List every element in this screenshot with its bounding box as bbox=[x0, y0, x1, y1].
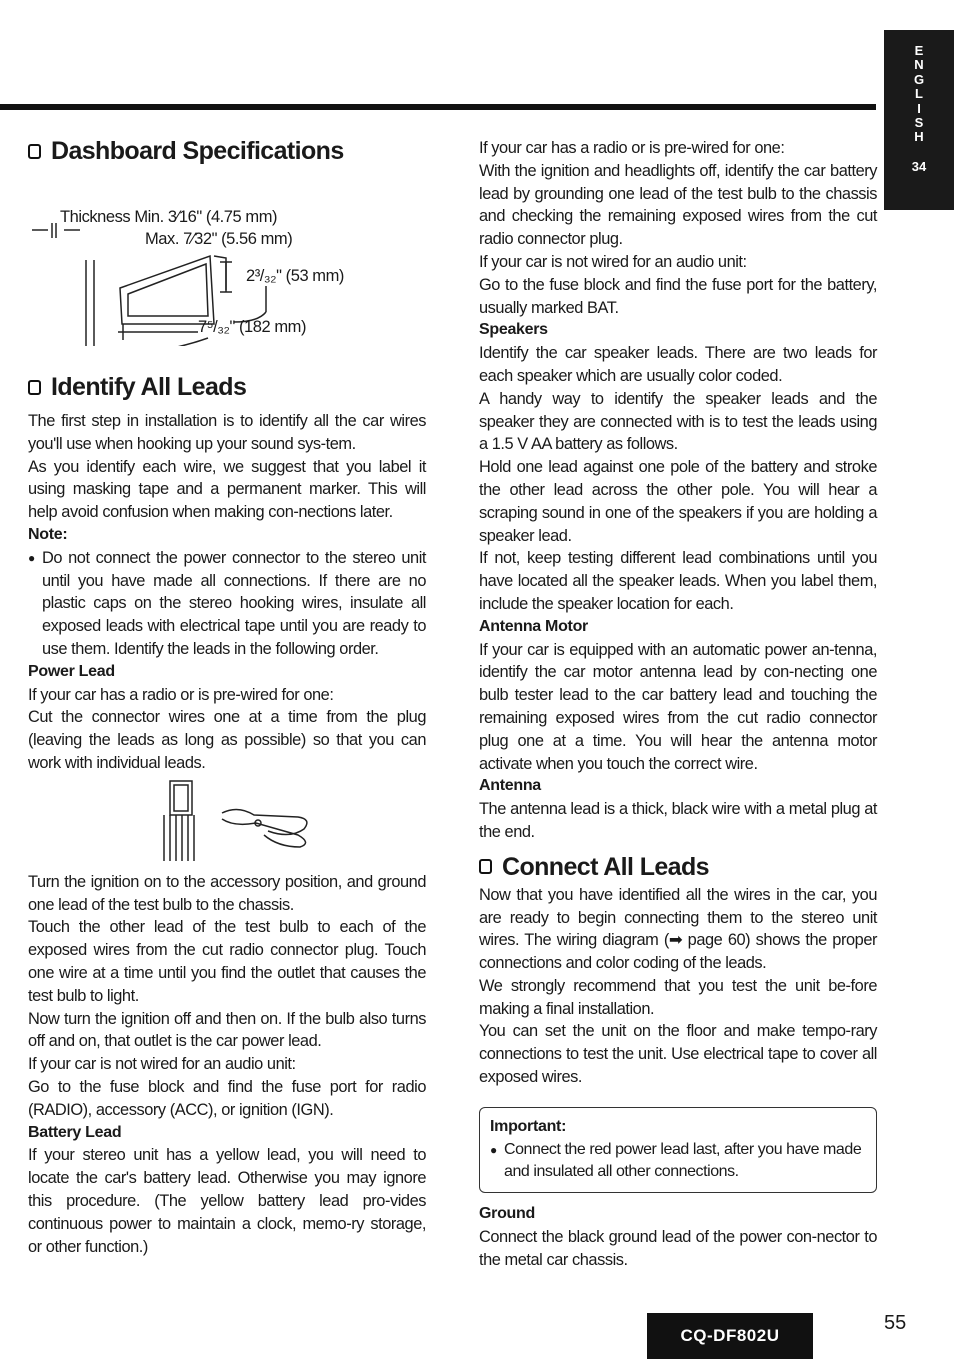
note-bullet bbox=[28, 547, 426, 661]
language-tab-letter: L bbox=[915, 86, 923, 102]
paragraph: Go to the fuse block and find the fuse port for radio (RADIO), accessory (ACC), or ignition (IGN). bbox=[28, 1077, 426, 1119]
language-tab-letter: N bbox=[914, 57, 924, 73]
thickness-min: Min. 3⁄16" (4.75 mm) bbox=[134, 208, 278, 226]
important-box bbox=[479, 1107, 877, 1193]
paragraph: Cut the connector wires one at a time from the plug (leaving the leads as long as possible) so that you can work with individual leads. bbox=[28, 708, 426, 772]
opening-width: 7⁵/₃₂" (182 mm) bbox=[198, 318, 307, 336]
model-badge: CQ-DF802U bbox=[647, 1313, 813, 1359]
page-number: 55 bbox=[884, 1312, 907, 1334]
paragraph: If your stereo unit has a yellow lead, you will need to locate the car's battery lead. Otherwise you may ignore this procedure. (The yellow battery lead pro-vides continuous power to maintain a clock, memo-ry storage, or other function.) bbox=[28, 1146, 426, 1256]
dashboard-title: Dashboard Specifications bbox=[51, 137, 344, 165]
right-column bbox=[479, 137, 877, 1272]
checkbox-icon bbox=[479, 859, 492, 874]
antenna-motor-label: Antenna Motor bbox=[479, 617, 588, 635]
battery-lead-label: Battery Lead bbox=[28, 1123, 122, 1141]
paragraph: Touch the other lead of the test bulb to each of the exposed wires from the cut radio connector plug. Touch one wire at a time until you find the outlet that causes the test bulb to light. bbox=[28, 918, 426, 1005]
paragraph: With the ignition and headlights off, identify the car battery lead by grounding one lead of the test bulb to the chassis and checking the remaining exposed wires from the cut radio connector plug. bbox=[479, 161, 877, 249]
paragraph: If not, keep testing different lead combinations until you have located all the speaker leads. When you label them, include the speaker location for each. bbox=[479, 549, 877, 613]
important-label: Important: bbox=[490, 1117, 567, 1135]
language-tab bbox=[884, 30, 954, 210]
note-text: Do not connect the power connector to the stereo unit until you have made all connections. If there are no plastic caps on the stereo hooking wires, insulate all exposed leads with electrical tape until you are ready to use them. Identify the leads in the following order. bbox=[42, 548, 426, 658]
paragraph: Go to the fuse block and find the fuse port for the battery, usually marked BAT. bbox=[479, 275, 877, 317]
dashboard-diagram bbox=[28, 166, 426, 346]
language-tab-letters bbox=[884, 44, 954, 145]
language-tab-letter: E bbox=[914, 43, 924, 58]
note-label: Note: bbox=[28, 525, 68, 543]
paragraph: Identify the car speaker leads. There are two leads for each speaker which are usually color coded. bbox=[479, 344, 877, 385]
paragraph: The first step in installation is to identify all the car wires you'll use when hooking up your sound sys-tem. bbox=[28, 412, 426, 453]
checkbox-icon bbox=[28, 144, 41, 159]
speakers-label: Speakers bbox=[479, 321, 548, 339]
paragraph: You can set the unit on the floor and make tempo-rary connections to test the unit. Use electrical tape to cover all exposed wires. bbox=[479, 1022, 877, 1087]
language-tab-letter: S bbox=[914, 115, 924, 131]
paragraph: A handy way to identify the speaker leads and the speaker they are connected with is to test the leads using a 1.5 V AA battery as follows. bbox=[479, 389, 877, 454]
paragraph: Hold one lead against one pole of the battery and stroke the other lead across the other pole. You will hear a scraping sound in one of the speakers if you are holding a speaker lead. bbox=[479, 458, 877, 545]
power-lead-label: Power Lead bbox=[28, 662, 115, 680]
paragraph: Connect the black ground lead of the power con-nector to the metal car chassis. bbox=[479, 1228, 877, 1269]
thickness-label: Thickness bbox=[60, 208, 131, 226]
important-bullet bbox=[490, 1139, 866, 1185]
connector-and-cutter-icon bbox=[28, 775, 426, 871]
language-tab-number: 34 bbox=[911, 158, 927, 174]
thickness-max: Max. 7⁄32" (5.56 mm) bbox=[145, 230, 293, 248]
paragraph: Now turn the ignition off and then on. If the bulb also turns off and on, that outlet is the car power lead. bbox=[28, 1009, 426, 1051]
antenna-label: Antenna bbox=[479, 777, 541, 795]
paragraph: The antenna lead is a thick, black wire with a metal plug at the end. bbox=[479, 800, 877, 841]
bullet-icon: ● bbox=[490, 1142, 497, 1157]
paragraph: If your car is equipped with an automatic power an-tenna, identify the car motor antenna lead by con-necting one bulb tester lead to the car battery lead and touching the remaining exposed wires from the cut radio connector plug one at a time. You will hear the antenna motor activate when you touch the correct wire. bbox=[479, 640, 877, 773]
paragraph: If your car is not wired for an audio unit: bbox=[28, 1055, 296, 1074]
paragraph: If your car is not wired for an audio unit: bbox=[479, 252, 747, 271]
paragraph: As you identify each wire, we suggest that you label it using masking tape and a permanent marker. This will help avoid confusion when making con-nections later. bbox=[28, 457, 426, 522]
paragraph: We strongly recommend that you test the unit be-fore making a final installation. bbox=[479, 976, 877, 1018]
paragraph: If your car has a radio or is pre-wired for one: bbox=[479, 139, 785, 157]
language-tab-letter: H bbox=[914, 129, 924, 145]
paragraph: If your car has a radio or is pre-wired for one: bbox=[28, 685, 334, 704]
wire-cutter-illustration bbox=[28, 775, 426, 871]
left-column bbox=[28, 136, 426, 1258]
language-tab-letter: G bbox=[913, 71, 925, 87]
bullet-icon: ● bbox=[28, 550, 35, 565]
identify-title: Identify All Leads bbox=[51, 373, 247, 401]
checkbox-icon bbox=[28, 380, 41, 395]
paragraph: Now that you have identified all the wires in the car, you are ready to begin connecting them to the stereo unit wires. The wiring diagram (➡ page 60) shows the proper connections and color coding of the leads. bbox=[479, 885, 877, 973]
dashboard-heading bbox=[28, 136, 426, 166]
language-tab-letter: I bbox=[917, 100, 921, 116]
paragraph: Turn the ignition on to the accessory position, and ground one lead of the test bulb to the chassis. bbox=[28, 872, 426, 914]
opening-height: 2³/₃₂" (53 mm) bbox=[246, 267, 344, 285]
top-rule bbox=[0, 104, 876, 110]
connect-title: Connect All Leads bbox=[502, 852, 709, 881]
ground-label: Ground bbox=[479, 1205, 535, 1223]
connect-heading bbox=[479, 852, 877, 882]
identify-heading bbox=[28, 372, 426, 402]
important-text: Connect the red power lead last, after you have made and insulated all other connections. bbox=[504, 1140, 862, 1181]
